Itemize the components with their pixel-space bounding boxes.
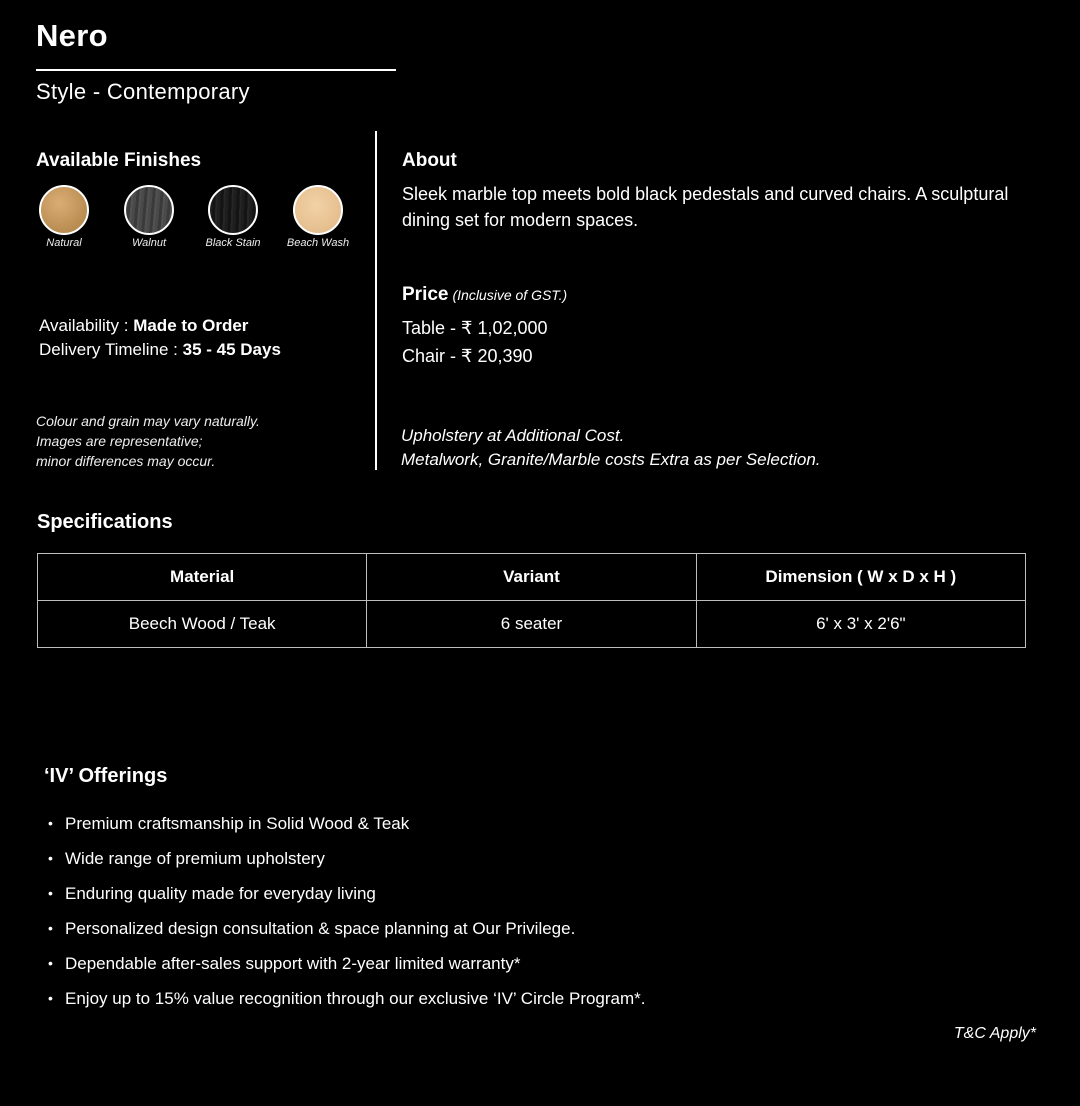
offerings-heading: ‘IV’ Offerings	[44, 765, 168, 787]
list-item: • Enduring quality made for everyday living	[44, 876, 646, 911]
table-cell: 6 seater	[367, 601, 696, 648]
finishes-heading: Available Finishes	[36, 150, 202, 171]
finish-swatch-black-stain[interactable]	[208, 185, 258, 235]
vertical-divider	[375, 131, 377, 470]
price-list	[402, 314, 548, 370]
table-cell: Beech Wood / Teak	[38, 601, 367, 648]
column-header: Variant	[367, 554, 696, 601]
disclaimer-note: Colour and grain may vary naturally. Images are representative; minor differences may occur.	[36, 413, 260, 469]
finish-label: Natural	[46, 237, 82, 249]
availability-line: Availability : Made to Order	[39, 316, 249, 335]
finish-black-stain[interactable]	[193, 185, 273, 249]
finish-natural[interactable]	[24, 185, 104, 249]
availability-block	[39, 314, 281, 362]
finish-swatch-natural[interactable]	[39, 185, 89, 235]
list-item: • Wide range of premium upholstery	[44, 841, 646, 876]
list-item: • Premium craftsmanship in Solid Wood & Teak	[44, 806, 646, 841]
price-heading: Price (Inclusive of GST.)	[402, 284, 568, 305]
finish-swatch-beach-wash[interactable]	[293, 185, 343, 235]
table-cell: 6' x 3' x 2'6"	[696, 601, 1025, 648]
product-title: Nero	[36, 18, 108, 53]
specifications-heading: Specifications	[37, 511, 173, 533]
delivery-line: Delivery Timeline : 35 - 45 Days	[39, 340, 281, 359]
list-item: • Enjoy up to 15% value recognition through our exclusive ‘IV’ Circle Program*.	[44, 981, 646, 1016]
availability-value: Made to Order	[133, 316, 249, 335]
specifications-table	[37, 553, 1026, 648]
price-table: Table - ₹ 1,02,000	[402, 318, 548, 338]
about-text: Sleek marble top meets bold black pedestals and curved chairs. A sculptural dining set for modern spaces.	[402, 184, 1009, 230]
column-header: Dimension ( W x D x H )	[696, 554, 1025, 601]
list-item: • Dependable after-sales support with 2-year limited warranty*	[44, 946, 646, 981]
finish-label: Beach Wash	[286, 237, 350, 249]
terms-note: T&C Apply*	[953, 1025, 1036, 1042]
finish-walnut[interactable]	[109, 185, 189, 249]
price-gst-note: (Inclusive of GST.)	[452, 287, 568, 303]
finish-label: Black Stain	[205, 237, 261, 249]
delivery-value: 35 - 45 Days	[182, 340, 281, 359]
list-item: • Personalized design consultation & space planning at Our Privilege.	[44, 911, 646, 946]
table-header-row	[38, 554, 1026, 601]
offerings-list	[44, 806, 646, 1016]
finish-beach-wash[interactable]	[278, 185, 358, 249]
extra-costs-note: Upholstery at Additional Cost. Metalwork, Granite/Marble costs Extra as per Selection.	[401, 426, 821, 469]
finish-swatch-walnut[interactable]	[124, 185, 174, 235]
finish-label: Walnut	[131, 237, 167, 249]
product-style: Style - Contemporary	[36, 79, 250, 104]
column-header: Material	[38, 554, 367, 601]
about-heading: About	[402, 150, 457, 171]
table-row	[38, 601, 1026, 648]
title-underline	[36, 69, 396, 71]
price-chair: Chair - ₹ 20,390	[402, 346, 533, 366]
